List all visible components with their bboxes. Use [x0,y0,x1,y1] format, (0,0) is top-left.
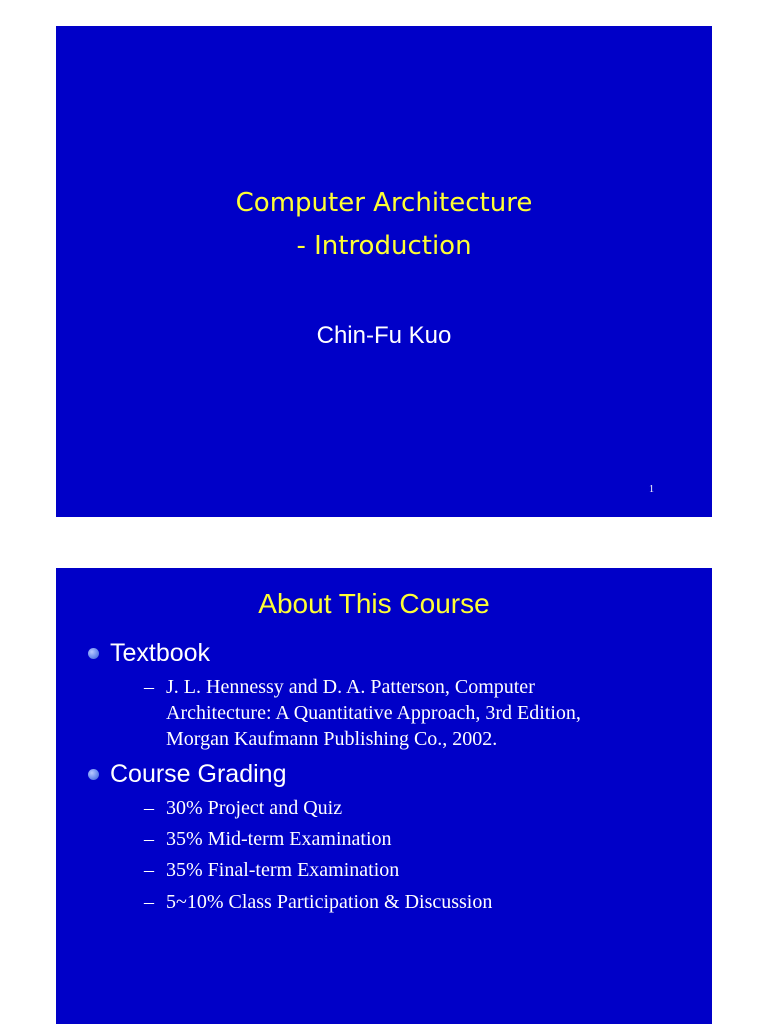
subitem-line: 35% Mid-term Examination [166,828,392,850]
slide-2 [56,568,712,1024]
dash-icon: – [144,891,154,913]
slide-1-author: Chin-Fu Kuo [316,322,452,349]
subitem-line: 35% Final-term Examination [166,859,400,881]
slide-1-title-line-2: - Introduction [296,231,472,261]
slide-1-page-number: 1 [649,484,654,495]
slide-1-title-line-1: Computer Architecture [235,188,533,218]
subitem-grading-project [144,795,343,821]
bullet-dot-icon [88,769,99,780]
subitem-grading-participation [144,889,493,915]
dash-icon: – [144,828,154,850]
subitem-line: Morgan Kaufmann Publishing Co., 2002. [166,728,498,750]
slide-2-title: About This Course [258,588,490,619]
dash-icon: – [144,859,154,881]
slide-1-title [56,182,712,268]
subitem-line: 30% Project and Quiz [166,797,343,819]
bullet-label: Course Grading [110,760,287,788]
dash-icon: – [144,676,154,698]
bullet-course-grading [110,759,286,789]
bullet-textbook [110,638,210,668]
subitem-line: J. L. Hennessy and D. A. Patterson, Computer [166,676,535,698]
subitem-line: Architecture: A Quantitative Approach, 3rd Edition, [166,702,581,724]
subitem-grading-midterm [144,826,392,852]
bullet-dot-icon [88,648,99,659]
subitem-grading-final [144,857,400,883]
slide-1 [56,26,712,517]
subitem-line: 5~10% Class Participation & Discussion [166,891,493,913]
subitem-textbook-reference [144,674,581,752]
bullet-label: Textbook [110,639,211,667]
dash-icon: – [144,797,154,819]
